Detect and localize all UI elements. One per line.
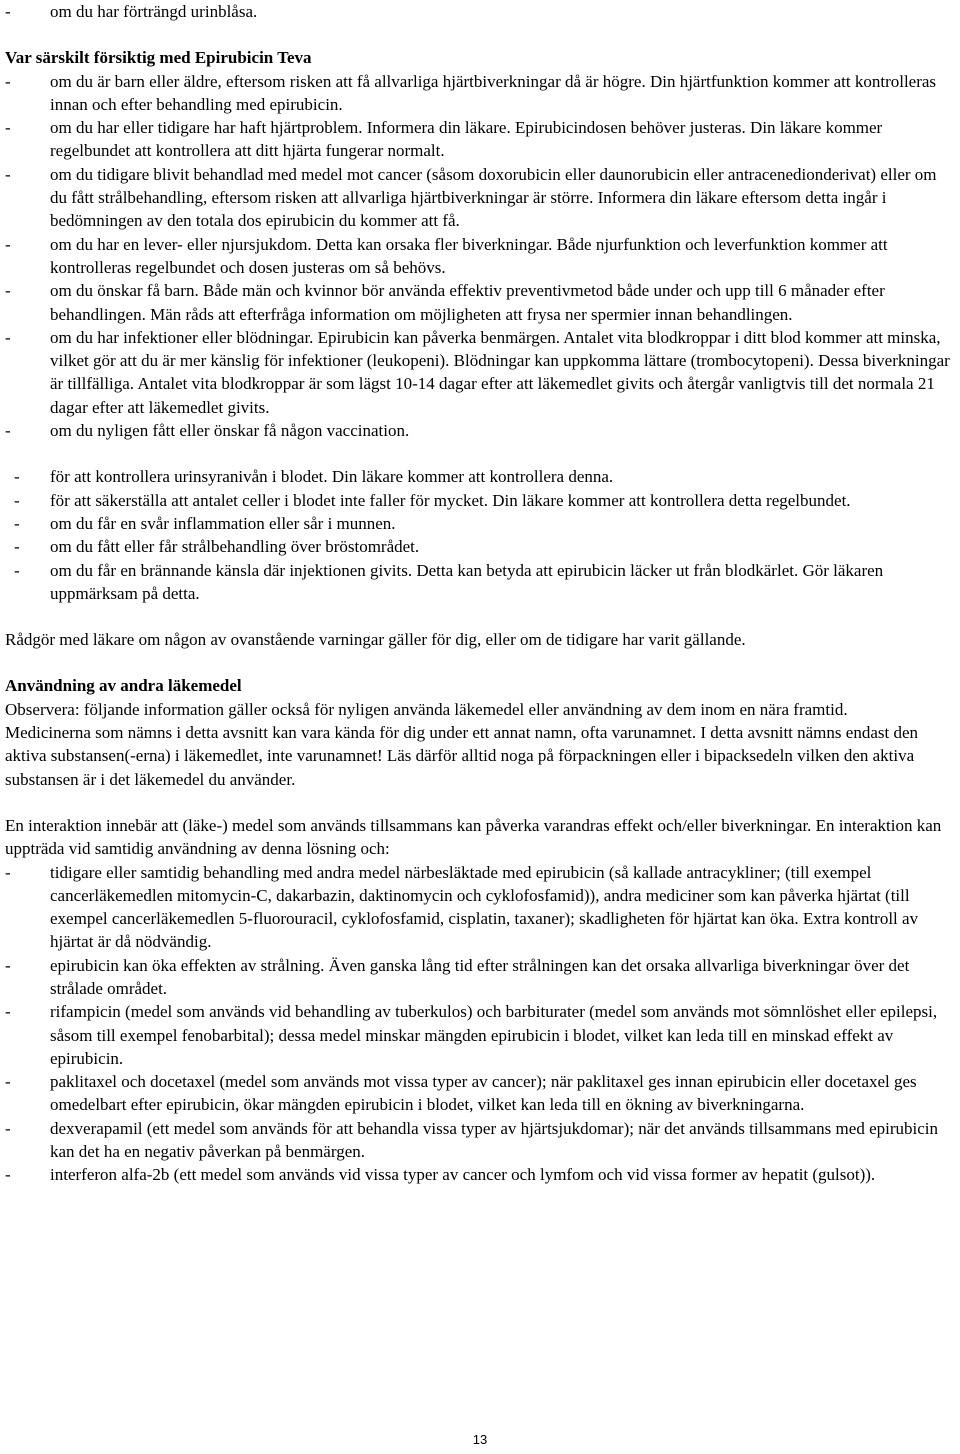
list-dash: - bbox=[5, 1165, 11, 1185]
page-number: 13 bbox=[472, 1432, 488, 1447]
list-item bbox=[5, 116, 957, 163]
list-item-text: för att säkerställa att antalet celler i blodet inte faller för mycket. Din läkare kommer att kontrollera detta regelbundet. bbox=[50, 490, 851, 510]
list-item bbox=[5, 465, 957, 488]
section-heading-warnings: Var särskilt försiktig med Epirubicin Teva bbox=[5, 48, 312, 68]
list-item-text: om du har förträngd urinblåsa. bbox=[50, 2, 258, 21]
list-item-text: om du har infektioner eller blödningar. Epirubicin kan påverka benmärgen. Antalet vita blodkroppar i ditt blod kommer att minska, vilket gör att du är mer känslig för infektioner (leukopeni). Blödningar kan uppkomma lättare (trombocytopeni). Dessa biverkningar är tillfälliga. Antalet vita blodkroppar är som lägst 10-14 dagar efter att läkemedlet givits och återgår vanligtvis till det normala 21 dagar efter att läkemedlet givits. bbox=[50, 327, 950, 417]
list-item bbox=[5, 419, 957, 442]
list-item-text: om du nyligen fått eller önskar få någon vaccination. bbox=[50, 421, 410, 441]
list-dash: - bbox=[5, 1118, 11, 1138]
section-heading-other-medicines: Användning av andra läkemedel bbox=[5, 676, 242, 696]
list-item bbox=[5, 535, 957, 558]
list-item bbox=[5, 861, 957, 954]
list-item-text: paklitaxel och docetaxel (medel som används mot vissa typer av cancer); när paklitaxel ges innan epirubicin eller docetaxel ges omedelbart efter epirubicin, ökar mängden epirubicin i blodet, vilket kan leda till en ökning av biverkningarna. bbox=[50, 1072, 917, 1115]
list-dash: - bbox=[5, 955, 11, 975]
list-dash: - bbox=[5, 1072, 11, 1092]
checks-list bbox=[5, 465, 957, 605]
list-dash: - bbox=[14, 560, 20, 580]
list-dash: - bbox=[5, 327, 11, 347]
list-dash: - bbox=[5, 71, 11, 91]
list-item-text: om du har en lever- eller njursjukdom. Detta kan orsaka fler biverkningar. Både njurfunktion och leverfunktion kommer att kontrolleras regelbundet och dosen justeras om så behövs. bbox=[50, 234, 888, 277]
list-dash: - bbox=[5, 421, 11, 441]
list-item bbox=[5, 163, 957, 233]
list-dash: - bbox=[5, 862, 11, 882]
warnings-list bbox=[5, 70, 957, 443]
list-dash: - bbox=[14, 467, 20, 487]
list-item bbox=[5, 70, 957, 117]
list-item-text: om du får en brännande känsla där injektionen givits. Detta kan betyda att epirubicin läcker ut från blodkärlet. Gör läkaren uppmärksam på detta. bbox=[50, 560, 884, 603]
list-item-text: om du fått eller får strålbehandling över bröstområdet. bbox=[50, 537, 420, 557]
list-item bbox=[5, 326, 957, 419]
list-item bbox=[5, 1000, 957, 1070]
list-item-text: för att kontrollera urinsyranivån i blodet. Din läkare kommer att kontrollera denna. bbox=[50, 467, 614, 487]
list-item bbox=[5, 512, 957, 535]
list-item-text: om du önskar få barn. Både män och kvinnor bör använda effektiv preventivmetod både under och upp till 6 månader efter behandlingen. Män råds att efterfråga information om möjligheten att frysa ner spermier innan behandlingen. bbox=[50, 281, 885, 324]
list-item bbox=[5, 233, 957, 280]
list-dash: - bbox=[5, 164, 11, 184]
list-item bbox=[5, 954, 957, 1001]
list-item-text: dexverapamil (ett medel som används för att behandla vissa typer av hjärtsjukdomar); när det används tillsammans med epirubicin kan det ha en negativ påverkan på benmärgen. bbox=[50, 1118, 938, 1162]
list-dash: - bbox=[14, 537, 20, 557]
list-item-text: epirubicin kan öka effekten av strålning. Även ganska lång tid efter strålningen kan det orsaka allvarliga biverkningar över det strålade området. bbox=[50, 955, 910, 998]
list-item bbox=[5, 1163, 957, 1186]
list-item bbox=[5, 279, 957, 326]
advice-paragraph: Rådgör med läkare om någon av ovanstående varningar gäller för dig, eller om de tidigare har varit gällande. bbox=[5, 630, 746, 650]
list-item bbox=[5, 489, 957, 512]
list-dash: - bbox=[5, 281, 11, 301]
paragraph-interaction: En interaktion innebär att (läke-) medel som används tillsammans kan påverka varandras effekt och/eller biverkningar. En interaktion kan uppträda vid samtidig användning av denna lösning och: bbox=[5, 815, 942, 859]
list-item-text: om du får en svår inflammation eller sår i munnen. bbox=[50, 513, 396, 533]
list-item-text: om du är barn eller äldre, eftersom risken att få allvarliga hjärtbiverkningar då är högre. Din hjärtfunktion kommer att kontrolleras innan och efter behandling med epirubicin. bbox=[50, 71, 937, 114]
list-dash: - bbox=[5, 234, 11, 254]
list-item bbox=[5, 1117, 957, 1164]
list-item-text: om du har eller tidigare har haft hjärtproblem. Informera din läkare. Epirubicindosen behöver justeras. Din läkare kommer regelbundet att kontrollera att ditt hjärta fungerar normalt. bbox=[50, 118, 883, 161]
paragraph-observera: Observera: följande information gäller också för nyligen använda läkemedel eller användning av dem inom en nära framtid. bbox=[5, 699, 848, 719]
list-item-text: interferon alfa-2b (ett medel som används vid vissa typer av cancer och lymfom och vid vissa former av hepatit (gulsot)). bbox=[50, 1165, 876, 1185]
list-item-text: rifampicin (medel som används vid behandling av tuberkulos) och barbiturater (medel som används mot sömnlöshet eller epilepsi, såsom till exempel fenobarbital); dessa medel minskar mängden epirubicin i blodet, vilket kan leda till en minskad effekt av epirubicin. bbox=[50, 1002, 938, 1068]
document-page bbox=[5, 0, 957, 1187]
list-item bbox=[5, 559, 957, 606]
list-dash: - bbox=[14, 513, 20, 533]
list-dash: - bbox=[5, 2, 11, 21]
list-dash: - bbox=[5, 118, 11, 138]
list-item-text: tidigare eller samtidig behandling med andra medel närbesläktade med epirubicin (så kallade antracykliner; (till exempel cancerläkemedlen mitomycin-C, dakarbazin, daktinomycin och cyklofosfamid)), andra mediciner som kan påverka hjärtat (till exempel cancerläkemedlen 5-fluorouracil, cyklofosfamid, cisplatin, taxaner); skadligheten för hjärtat kan öka. Extra kontroll av hjärtat är då nödvändig. bbox=[50, 862, 919, 952]
list-dash: - bbox=[14, 490, 20, 510]
interactions-list bbox=[5, 861, 957, 1187]
paragraph-medicine-names: Medicinerna som nämns i detta avsnitt kan vara kända för dig under ett annat namn, ofta varunamnet. I detta avsnitt nämns endast den aktiva substansen(-erna) i läkemedlet, inte varunamnet! Läs därför alltid noga på förpackningen eller i bipacksedeln vilken den aktiva substansen är i det läkemedel du använder. bbox=[5, 723, 918, 789]
list-item bbox=[5, 0, 957, 23]
list-item bbox=[5, 1070, 957, 1117]
list-item-text: om du tidigare blivit behandlad med medel mot cancer (såsom doxorubicin eller daunorubicin eller antracenedionderivat) eller om du fått strålbehandling, eftersom risken att allvarliga hjärtbiverkningar är större. Informera din läkare eftersom detta ingår i bedömningen av den totala dos epirubicin du kommer att få. bbox=[50, 164, 937, 231]
list-dash: - bbox=[5, 1002, 11, 1022]
